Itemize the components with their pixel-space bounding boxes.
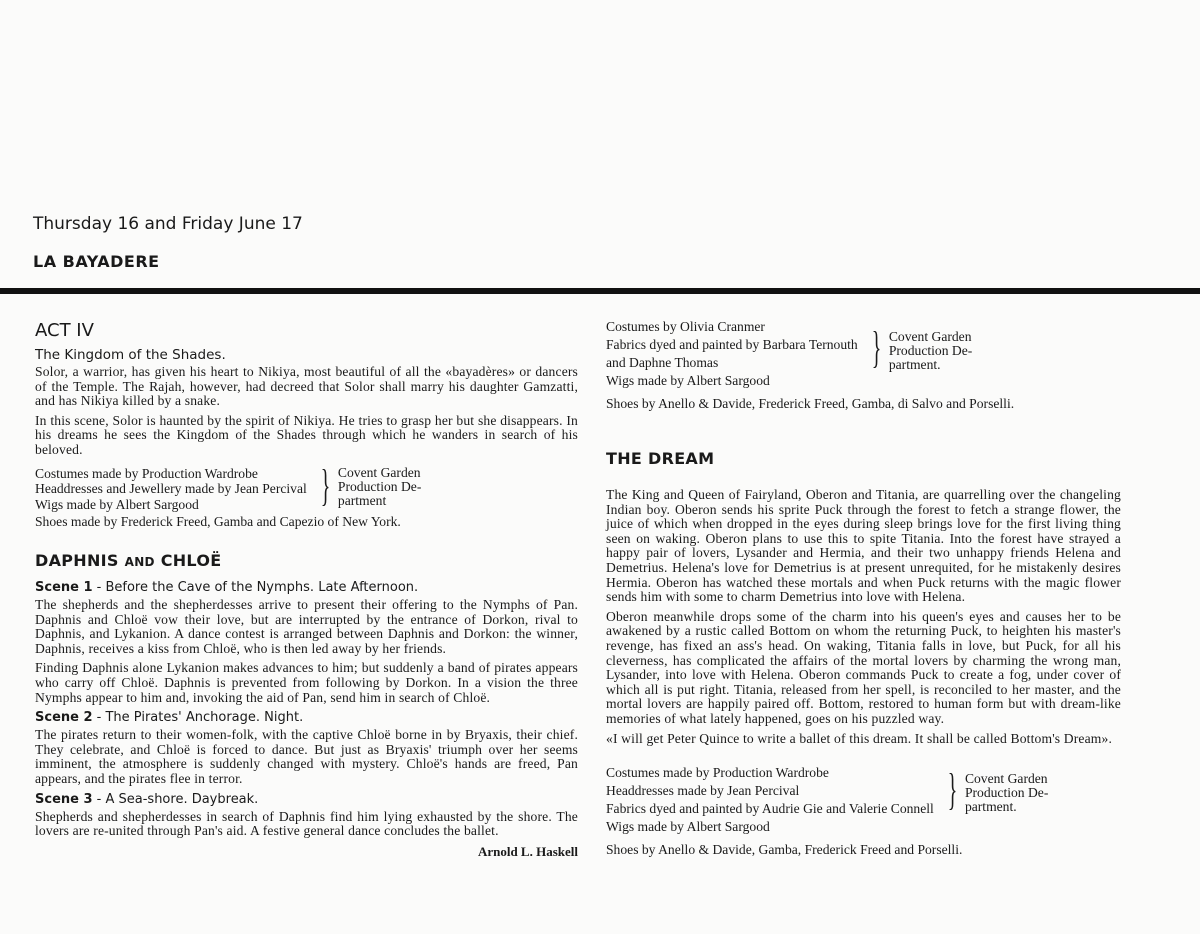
program-title: LA BAYADERE bbox=[33, 252, 160, 271]
credit-line: Headdresses made by Jean Percival bbox=[606, 783, 800, 799]
scene-paragraph: The shepherds and the shepherdesses arrive to present their offering to the Nymphs of Pan. Daphnis and Chloë vow their love, but are interrupted by the entrance of Dorkon, rival to Daphnis, and Lykanion. A dance contest is arranged between Daphnis and Dorkon: the winner, Daphnis, receives a kiss from Chloë, who is then led away by her friends. bbox=[35, 597, 578, 656]
scene-heading bbox=[35, 710, 578, 725]
brace-line: Covent Garden bbox=[964, 771, 1048, 787]
daphnis-title-word: DAPHNIS bbox=[35, 551, 119, 571]
section-rule bbox=[0, 288, 1200, 294]
brace-line: Production De- bbox=[888, 343, 973, 358]
dream-paragraph: «I will get Peter Quince to write a ballet of this dream. It shall be called Bottom's Dream». bbox=[606, 730, 1113, 746]
act-shoes: Shoes made by Frederick Freed, Gamba and Capezio of New York. bbox=[35, 514, 401, 530]
credit-line: Fabrics dyed and painted by Barbara Ternouth bbox=[606, 337, 858, 352]
dream-paragraph: The King and Queen of Fairyland, Oberon and Titania, are quarrelling over the changeling Indian boy. Oberon sends his sprite Puck through the forest to fetch a strange flower, the juice of which when dropped in the eyes during sleep brings love for the first living thing seen on waking. Oberon plans to use this to spite Titania. Into the forest have strayed a happy pair of lovers, Lysander and Hermia, and their two unhappy friends Helena and Demetrius. Helena's love for Demetrius is at present unrequited, for he mistakenly desires Hermia. Oberon has watched these mortals and when Puck returns with the magic flower sends him with some to charm Demetrius into love with Helena. bbox=[606, 487, 1121, 605]
scene-desc: - Before the Cave of the Nymphs. Late Afternoon. bbox=[92, 580, 419, 596]
brace-symbol: } bbox=[871, 323, 882, 372]
brace-line: Production De- bbox=[964, 785, 1049, 801]
brace-line: Production De- bbox=[337, 478, 422, 494]
credit-line: and Daphne Thomas bbox=[606, 355, 719, 370]
credit-line: Costumes made by Production Wardrobe bbox=[35, 465, 258, 481]
author-signature: Arnold L. Haskell bbox=[477, 843, 578, 859]
brace-symbol: } bbox=[320, 460, 331, 510]
dream-credits bbox=[606, 764, 1121, 836]
scene-desc: - A Sea-shore. Daybreak. bbox=[92, 791, 259, 807]
left-column bbox=[35, 300, 578, 860]
credit-list bbox=[606, 764, 934, 836]
daphnis-credits bbox=[606, 318, 1121, 390]
scene-label: Scene 3 bbox=[35, 791, 93, 807]
brace-line: partment. bbox=[888, 357, 941, 372]
scene-paragraph: The pirates return to their women-folk, with the captive Chloë borne in by Bryaxis, their chief. They celebrate, and Chloë is forced to dance. But just as Bryaxis' triumph over her seems imminent, the atmosphere is suddenly changed with mystery. Chloë's hands are freed, Pan appears, and the pirates flee in terror. bbox=[35, 727, 578, 786]
credit-list bbox=[606, 318, 858, 390]
credit-line: Costumes made by Production Wardrobe bbox=[606, 765, 829, 781]
right-column bbox=[606, 318, 1121, 857]
brace-line: partment. bbox=[964, 799, 1017, 815]
scene-heading bbox=[35, 580, 578, 595]
date-line: Thursday 16 and Friday June 17 bbox=[33, 214, 303, 234]
credit-line: Costumes by Olivia Cranmer bbox=[606, 319, 765, 334]
brace-line: Covent Garden bbox=[888, 329, 972, 344]
credit-line: Headdresses and Jewellery made by Jean Percival bbox=[35, 481, 307, 497]
brace-text bbox=[889, 330, 972, 372]
daphnis-title-and: AND bbox=[124, 555, 155, 570]
daphnis-shoes: Shoes by Anello & Davide, Frederick Freed, Gamba, di Salvo and Porselli. bbox=[606, 396, 1015, 411]
brace-text bbox=[338, 466, 421, 508]
dream-shoes: Shoes by Anello & Davide, Gamba, Frederick Freed and Porselli. bbox=[606, 842, 963, 858]
daphnis-title-word: CHLOË bbox=[160, 551, 222, 571]
act-paragraph: In this scene, Solor is haunted by the spirit of Nikiya. He tries to grasp her but she disappears. In his dreams he sees the Kingdom of the Shades through which he wanders in search of his beloved. bbox=[35, 412, 578, 457]
dream-title: THE DREAM bbox=[606, 449, 715, 468]
scene-heading bbox=[35, 792, 578, 807]
brace-symbol: } bbox=[947, 765, 958, 815]
act-paragraph: Solor, a warrior, has given his heart to Nikiya, most beautiful of all the «bayadères» or dancers of the Temple. The Rajah, however, had decreed that Solor shall marry his daughter Gamzatti, and has Nikiya killed by a snake. bbox=[35, 364, 578, 409]
credit-list bbox=[35, 466, 307, 513]
brace-line: Covent Garden bbox=[337, 464, 421, 480]
act-credits bbox=[35, 460, 578, 513]
scene-label: Scene 1 bbox=[35, 580, 93, 596]
daphnis-title bbox=[35, 551, 578, 570]
act-subtitle: The Kingdom of the Shades. bbox=[35, 347, 226, 363]
credit-line: Wigs made by Albert Sargood bbox=[606, 373, 770, 388]
credit-line: Wigs made by Albert Sargood bbox=[606, 819, 770, 835]
act-title: ACT IV bbox=[35, 320, 94, 341]
scene-desc: - The Pirates' Anchorage. Night. bbox=[92, 710, 304, 726]
credit-line: Fabrics dyed and painted by Audrie Gie and Valerie Connell bbox=[606, 801, 934, 817]
scene-paragraph: Finding Daphnis alone Lykanion makes advances to him; but suddenly a band of pirates appears who carry off Chloë. Daphnis is prevented from following by Dorkon. In a vision the three Nymphs appear to him and, invoking the aid of Pan, send him in search of Chloë. bbox=[35, 660, 578, 705]
brace-line: partment bbox=[337, 492, 387, 508]
credit-line: Wigs made by Albert Sargood bbox=[35, 496, 199, 512]
brace-text bbox=[965, 772, 1048, 814]
scene-paragraph: Shepherds and shepherdesses in search of Daphnis find him lying exhausted by the shore. The lovers are re-united through Pan's aid. A festive general dance concludes the ballet. bbox=[35, 808, 578, 839]
scene-label: Scene 2 bbox=[35, 710, 93, 726]
dream-paragraph: Oberon meanwhile drops some of the charm into his queen's eyes and causes her to be awakened by a rustic called Bottom on whom the returning Puck, to heighten his master's revenge, has fixed an ass's head. On waking, Titania falls in love, but Puck, for all his cleverness, has complicated the affairs of the mortal lovers by charming the wrong man, Lysander, into love with Helena. Oberon commands Puck to create a fog, under cover of which all is put right. Titania, released from her spell, is reconciled to her master, and the mortal lovers are happily paired off. Bottom, restored to human form but with dream-like memories of what lately happened, goes on his puzzled way. bbox=[606, 608, 1121, 726]
